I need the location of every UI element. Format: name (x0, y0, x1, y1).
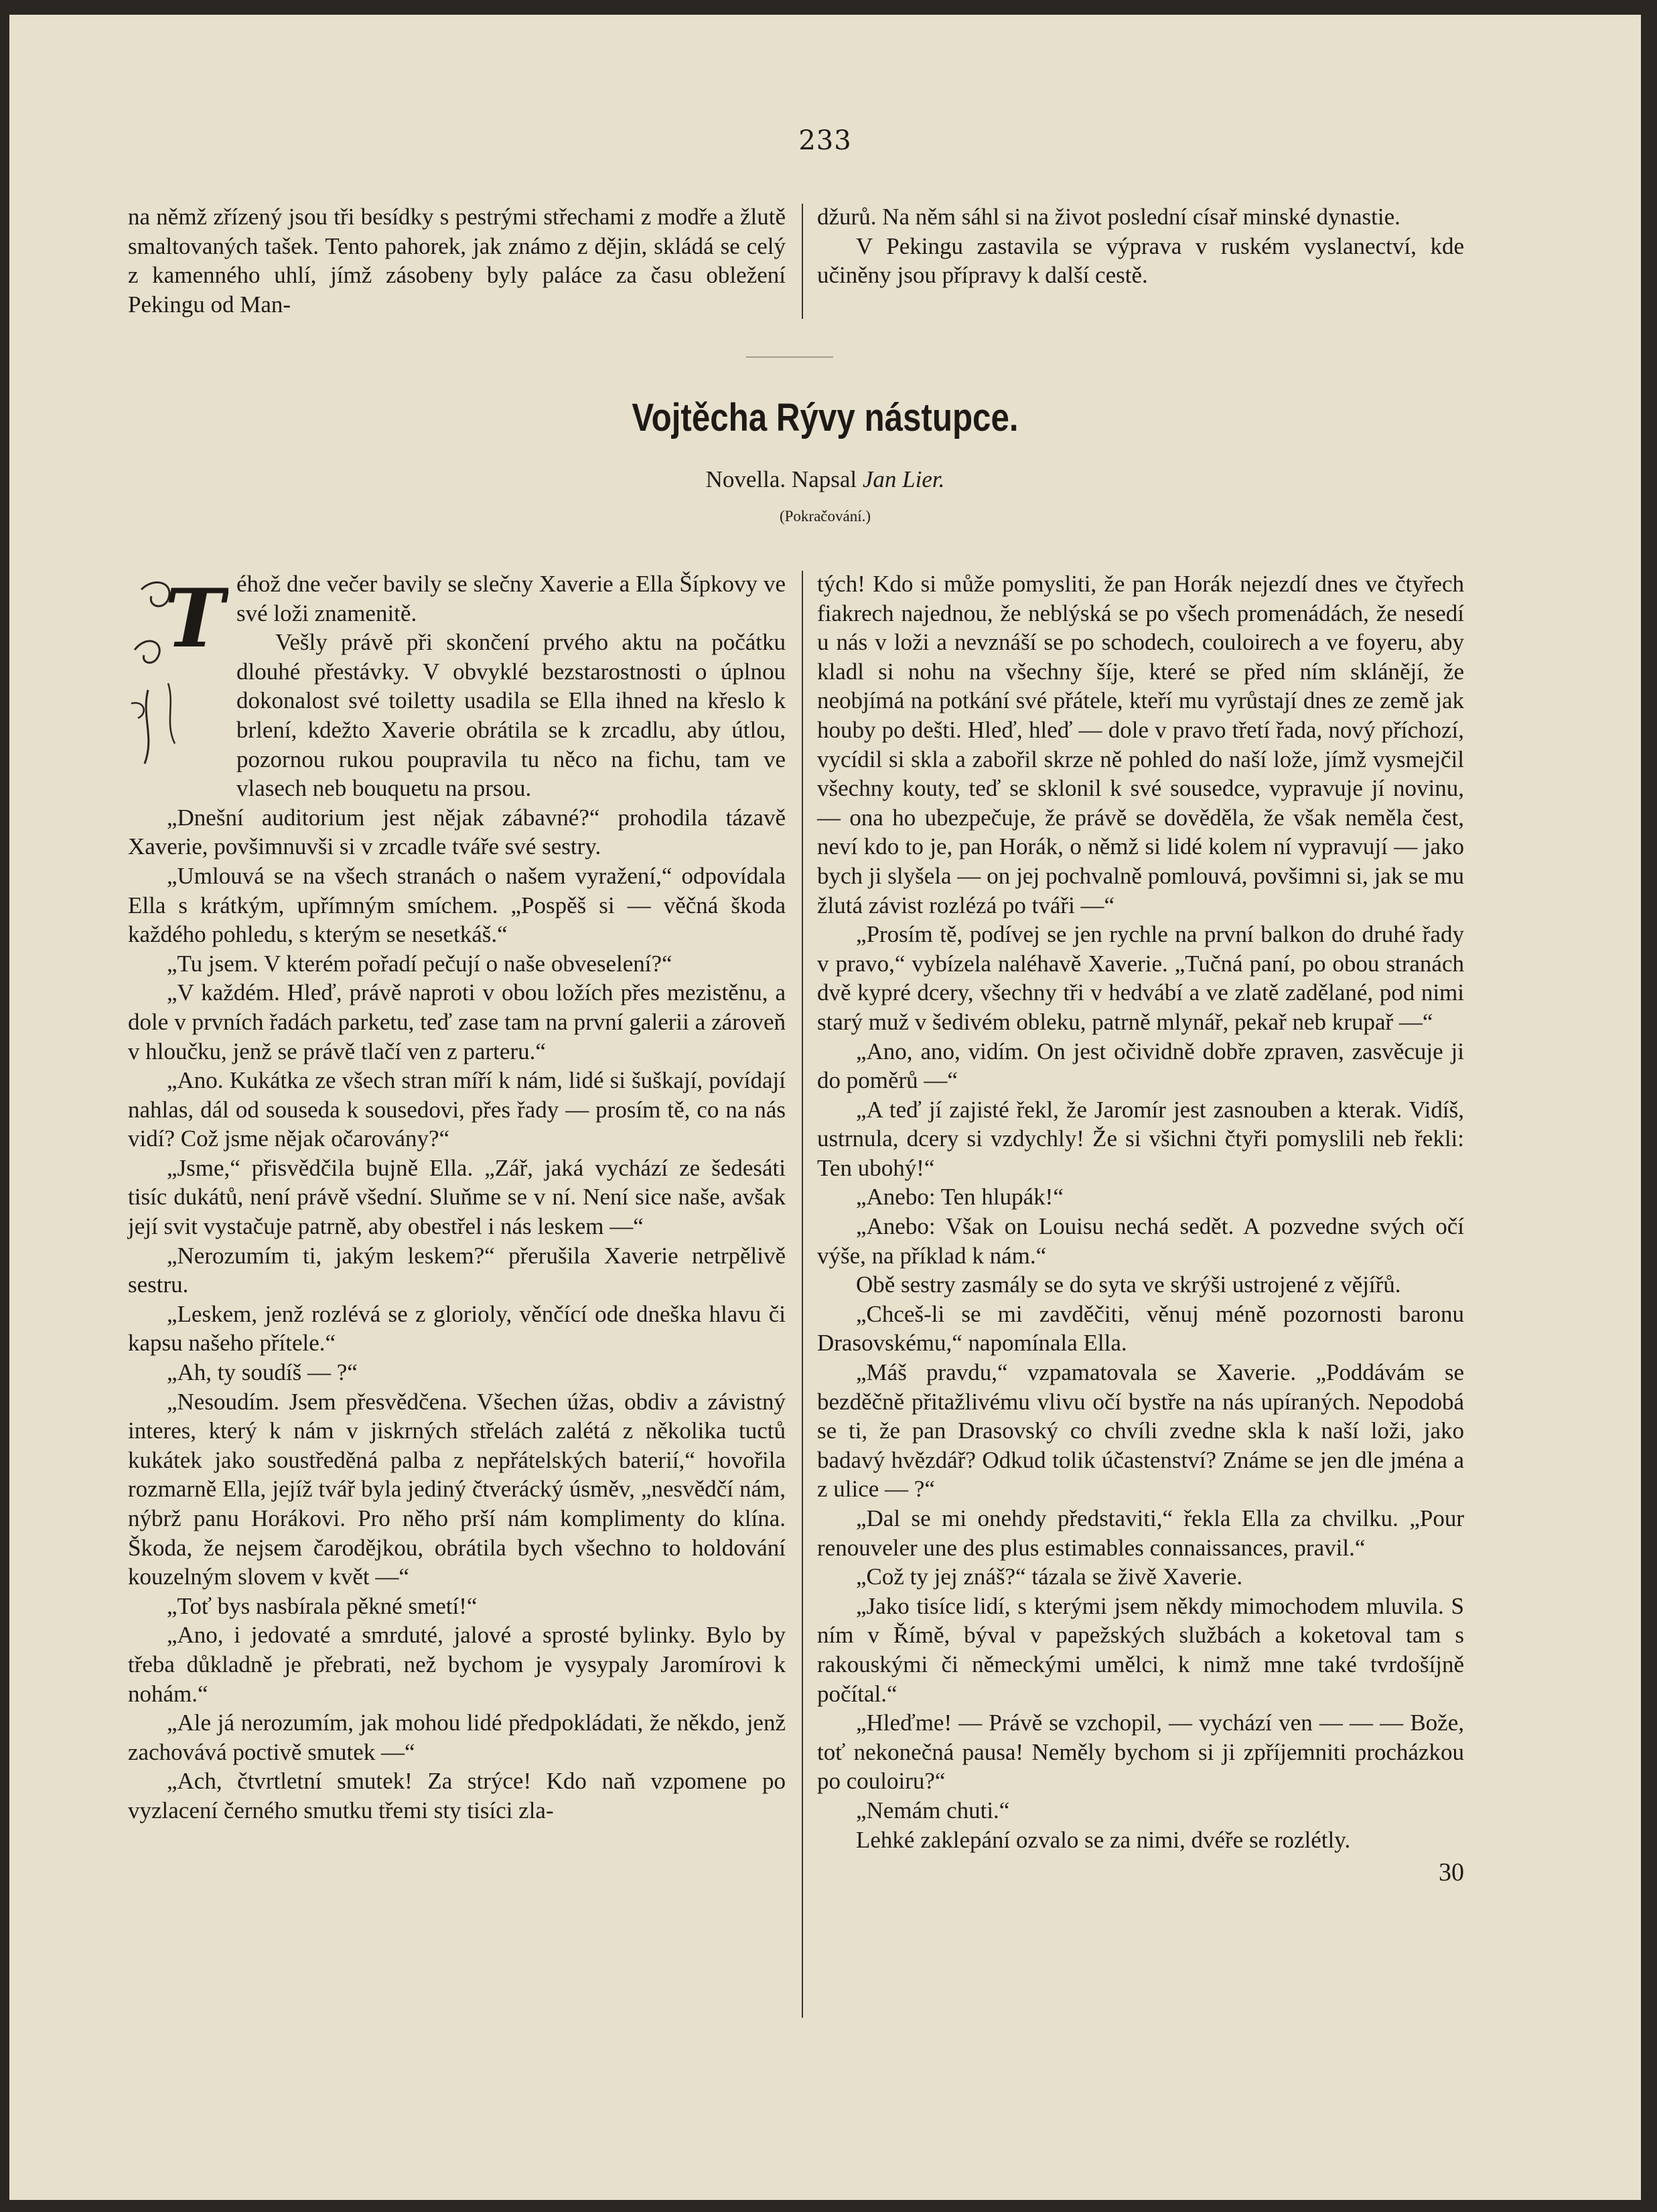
signature-mark: 30 (1439, 1858, 1464, 1887)
page-number: 233 (798, 125, 852, 156)
paragraph: „Umlouvá se na všech stranách o našem vyražení,“ odpovídala Ella s krátkým, upřímným smíchem. „Pospěš si — věčná škoda každého pohledu, s kterým se nesetkáš.“ (128, 862, 786, 948)
paragraph: Obě sestry zasmály se do syta ve skrýši ustrojené z vějířů. (856, 1271, 1401, 1298)
column-divider-main (802, 571, 803, 2018)
left-column (128, 569, 786, 1825)
paragraph: „V každém. Hleď, právě naproti v obou ložích přes mezistěnu, a dole v prvních řadách parketu, teď zase tam na první galerii a zároveň v hloučku, jenž se právě tlačí ven z parteru.“ (128, 979, 786, 1064)
right-column (817, 569, 1464, 1888)
paragraph: „Tu jsem. V kterém pořadí pečují o naše obveselení?“ (167, 950, 672, 977)
paragraph: „Ale já nerozumím, jak mohou lidé předpokládati, že někdo, jenž zachovává poctivě smutek —“ (128, 1710, 786, 1765)
article-title: Vojtěcha Rývy nástupce. (632, 396, 1019, 439)
paragraph: Lehké zaklepání ozvalo se za nimi, dvéře se rozlétly. (856, 1826, 1351, 1853)
paragraph: „Hleďme! — Právě se vzchopil, — vychází ven — — — Bože, toť nekonečná pausa! Neměly bychom si ji zpříjemniti procházkou po couloiru?“ (817, 1710, 1464, 1795)
page (9, 15, 1641, 2200)
paragraph: „Nerozumím ti, jakým leskem?“ přerušila Xaverie netrpělivě sestru. (128, 1242, 786, 1298)
paragraph: „Nemám chuti.“ (856, 1797, 1010, 1823)
paragraph: „Nesoudím. Jsem přesvědčena. Všechen úžas, obdiv a závistný interes, který k nám v jiskrných střelách zalétá z několika tuctů kukátek jako soustředěná palba z nepřátelských baterií,“ hovořila rozmarně Ella, jejíž tvář byla jediný čtverácký úsměv, „nesvědčí nám, nýbrž panu Horákovi. Pro něho prší nám komplimenty do klína. Škoda, že nejsem čarodějkou, obrátila bych všechno to holdování kouzelným slovem v květ —“ (128, 1388, 786, 1590)
paragraph: „Leskem, jenž rozlévá se z glorioly, věnčící ode dneška hlavu či kapsu našeho přítele.“ (128, 1300, 786, 1357)
paragraph: „Chceš-li se mi zavděčiti, věnuj méně pozornosti baronu Drasovskému,“ napomínala Ella. (817, 1300, 1464, 1357)
dropcap-ornament (128, 569, 228, 777)
paragraph: na němž zřízený jsou tři besídky s pestrými střechami z modře a žlutě smaltovaných tašek. Tento pahorek, jak známo z dějin, skládá se celý z kamenného uhlí, jímž zásobeny byly paláce za času obležení Pekingu od Man- (128, 204, 786, 318)
paragraph: „Což ty jej znáš?“ tázala se živě Xaverie. (856, 1564, 1243, 1590)
top-right-column (817, 202, 1464, 290)
paragraph: éhož dne večer bavily se slečny Xaverie a Ella Šípkovy ve své loži znamenitě. (236, 571, 786, 626)
paragraph: „Máš pravdu,“ vzpamatovala se Xaverie. „Poddávám se bezděčně přitažlivému vlivu očí bystře na nás upíraných. Nepodobá se ti, že pan Drasovský co chvíli zvedne skla k naší loži, jako badavý hvězdář? Odkud tolik účastenství? Známe se jen dle jména a z ulice — ?“ (817, 1359, 1464, 1503)
paragraph: „Dal se mi onehdy představiti,“ řekla Ella za chvilku. „Pour renouveler une des plus estimables connaissances, pravil.“ (817, 1505, 1464, 1561)
paragraph: „Dnešní auditorium jest nějak zábavné?“ prohodila tázavě Xaverie, povšimnuvši si v zrcadle tváře své sestry. (128, 804, 786, 860)
paragraph: „Ano, ano, vidím. On jest očividně dobře zpraven, zasvěcuje ji do poměrů —“ (817, 1038, 1464, 1094)
paragraph: „Ach, čtvrtletní smutek! Za strýce! Kdo naň vzpomene po vyzlacení černého smutku třemi sty tisíci zla- (128, 1768, 786, 1823)
paragraph: Vešly právě při skončení prvého aktu na počátku dlouhé přestávky. V obvyklé bezstarostnosti o úplnou dokonalost své toiletty usadila se Ella ihned na křeslo k brlení, kdežto Xaverie obrátila se k zrcadlu, aby útlou, pozornou rukou poupravila tu něco na fichu, tam ve vlasech neb bouquetu na prsou. (236, 629, 786, 802)
paragraph: „Ano, i jedovaté a smrduté, jalové a sprosté bylinky. Bylo by třeba důkladně je přebrati, než bychom je vysypaly Jaromírovi k nohám.“ (128, 1622, 786, 1707)
article-subtitle (9, 466, 1641, 493)
paragraph: „Anebo: Však on Louisu nechá sedět. A pozvedne svých očí výše, na příklad k nám.“ (817, 1213, 1464, 1269)
paragraph: „Ah, ty soudíš — ?“ (167, 1359, 358, 1386)
section-separator (746, 356, 833, 358)
subtitle-prefix: Novella. Napsal (705, 466, 857, 492)
paragraph: „Jako tisíce lidí, s kterými jsem někdy mimochodem mluvila. S ním v Římě, býval v papežských službách a koketoval tam s rakouskými či německými umělci, k nimž mne také tvrdošíjně počítal.“ (817, 1592, 1464, 1707)
paragraph: „Toť bys nasbírala pěkné smetí!“ (167, 1592, 478, 1619)
paragraph: „Jsme,“ přisvědčila bujně Ella. „Zář, jaká vychází ze šedesáti tisíc dukátů, není právě všední. Sluňme se v ní. Není sice naše, avšak její svit vystačuje patrně, aby obestřel i nás leskem —“ (128, 1154, 786, 1240)
paragraph: džurů. Na něm sáhl si na život poslední císař minské dynastie. (817, 204, 1400, 230)
top-left-column (128, 202, 786, 319)
paragraph: tých! Kdo si může pomysliti, že pan Horák nejezdí dnes ve čtyřech fiakrech najednou, že neblýská se po všech promenádách, že nesedí u nás v loži a nevznáší se po schodech, couloirech a ve foyeru, aby kladl si nohu na všechny šíje, které se před ním sklánějí, že neobjímá na potkání své přátele, kteří mu vyrůstají dnes ze země jak houby po dešti. Hleď, hleď — dole v pravo třetí řada, nový příchozí, vycídil si skla a zabořil skrze ně pohled do naší lože, jímž vysmejčil všechny kouty, teď se sklonil k své sousedce, vypravuje jí novinu, — ona ho ubezpečuje, že právě se dověděla, že však neměla čest, neví kdo to je, pan Horák, o němž si lidé kolem ní vypravují — jako bych ji slyšela — on jej pochvalně pomlouvá, povšimni si, jak se mu žlutá závist rozlézá po tváři —“ (817, 571, 1464, 918)
paragraph: „A teď jí zajisté řekl, že Jaromír jest zasnouben a kterak. Vidíš, ustrnula, dcery si vzdychly! Že si všichni čtyři pomyslili neb řekli: Ten ubohý!“ (817, 1096, 1464, 1181)
paragraph: „Anebo: Ten hlupák!“ (856, 1184, 1064, 1211)
column-divider-top (802, 204, 803, 319)
paragraph: „Ano. Kukátka ze všech stran míří k nám, lidé si šuškají, povídají nahlas, dál od souseda k sousedovi, přes řady — prosím tě, co na nás vidí? Což jsme nějak očarovány?“ (128, 1067, 786, 1152)
dropcap-letter: T (165, 571, 225, 666)
continuation-note: (Pokračování.) (779, 508, 871, 525)
paragraph: V Pekingu zastavila se výprava v ruském vyslanectví, kde učiněny jsou přípravy k další cestě. (817, 232, 1464, 289)
author-name: Jan Lier. (862, 466, 945, 492)
paragraph: „Prosím tě, podívej se jen rychle na první balkon do druhé řady v pravo,“ vybízela naléhavě Xaverie. „Tučná paní, po obou stranách dvě kypré dcery, všechny tři v hedvábí a ve zlatě zadělané, pod nimi starý muž v šedivém obleku, patrně mlynář, pekař neb krupař —“ (817, 921, 1464, 1035)
